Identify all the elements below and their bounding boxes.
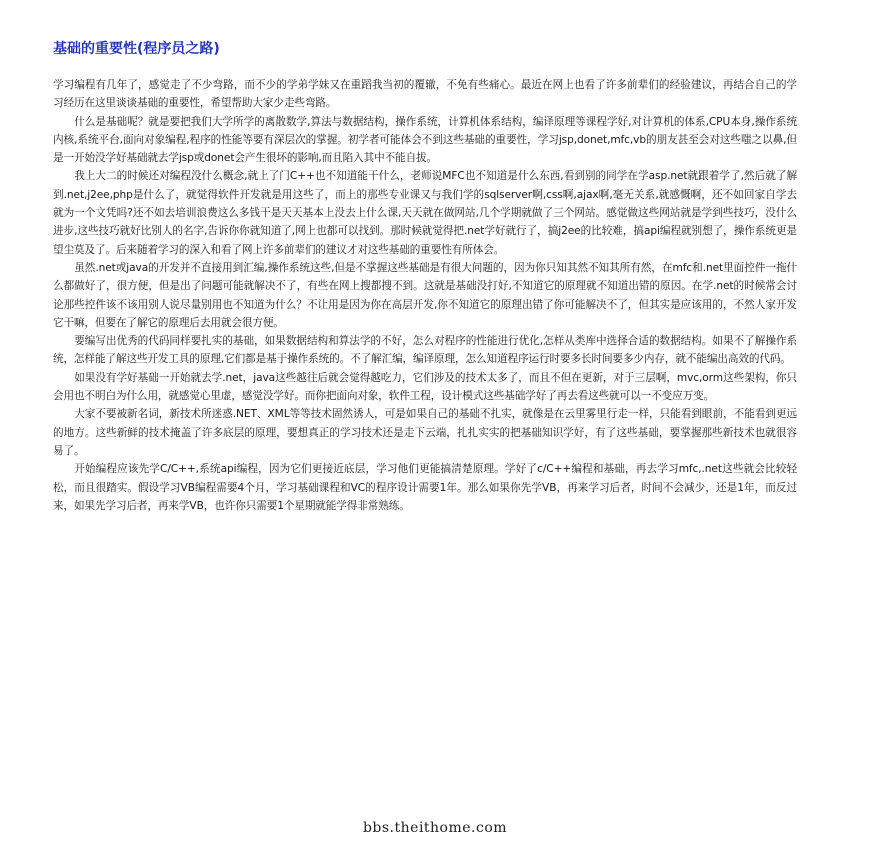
article	[53, 40, 797, 515]
paragraph-new-tech: 大家不要被新名词，新技术所迷惑.NET、XML等等技术固然诱人，可是如果自己的基础不扎实，就像是在云里雾里行走一样，只能看到眼前，不能看到更远的地方。这些新鲜的技术掩盖了许多底层的原理，要想真正的学习技术还是走下云端，扎扎实实的把基础知识学好，有了这些基础，要掌握那些新技术也就很容易了。	[53, 408, 797, 457]
paragraph-without-basics: 如果没有学好基础一开始就去学.net，java这些越往后就会觉得越吃力，它们涉及的技术太多了，而且不但在更新，对于三层啊，mvc,orm这些架构，你只会用也不明白为什么用，就感觉心里虚，感觉没学好。而你把面向对象，软件工程，设计模式这些基础学好了再去看这些就可以一不变应万变。	[53, 371, 797, 403]
paragraph-quality-code: 要编写出优秀的代码同样要扎实的基础，如果数据结构和算法学的不好，怎么对程序的性能进行优化,怎样从类库中选择合适的数据结构。如果不了解操作系统，怎样能了解这些开发工具的原理,它们都是基于操作系统的。不了解汇编，编译原理，怎么知道程序运行时要多长时间要多少内存，就不能编出高效的代码。	[53, 335, 797, 366]
footer-site-url: bbs.theithome.com	[362, 820, 508, 836]
paragraph-net-java: 虽然.net或java的开发并不直接用到汇编,操作系统这些,但是不掌握这些基础是有很大问题的，因为你只知其然不知其所有然，在mfc和.net里面控件一拖什么都做好了，很方便，但是出了问题可能就解决不了，有些在网上搜都搜不到。这就是基础没打好,不知道它的原理就不知道出错的原因。在学.net的时候常会讨论那些控件该不该用别人说尽量别用也不知道为什么？不让用是因为你在高层开发,你不知道它的原理出错了你可能解决不了，但其实是应该用的，不然人家开发它干嘛，但要在了解它的原理后去用就会很方便。	[53, 261, 797, 329]
paragraph-what-is-basics: 什么是基础呢？就是要把我们大学所学的离散数学,算法与数据结构，操作系统，计算机体系结构，编译原理等课程学好,对计算机的体系,CPU本身,操作系统内核,系统平台,面向对象编程,程序的性能等要有深层次的掌握。初学者可能体会不到这些基础的重要性，学习jsp,donet,mfc,vb的朋友甚至会对这些嗤之以鼻,但是一开始没学好基础就去学jsp或donet会产生很坏的影响,而且陷入其中不能自拔。	[53, 115, 797, 165]
paragraph-personal-experience: 我上大二的时候还对编程没什么概念,就上了门C++也不知道能干什么，老师说MFC也不知道是什么东西,看到别的同学在学asp.net就跟着学了,然后就了解到.net,j2ee,php是什么了，就觉得软件开发就是用这些了，而上的那些专业课又与我们学的sqlserver啊,css啊,ajax啊,毫无关系,就感慨啊，还不如回家自学去就为一个文凭吗?还不如去培训浪费这么多钱干是天天基本上没去上什么课,天天就在做网站,几个学期就做了三个网站。感觉做这些网站就是学到些技巧，没什么进步,这些技巧就好比别人的名字,告诉你你就知道了,网上也都可以找到。那时候就觉得把.net学好就行了，搞j2ee的比较难，搞api编程就别想了，操作系统更是望尘莫及了。后来随着学习的深入和看了网上许多前辈们的建议才对这些基础的重要性有所体会。	[53, 170, 797, 256]
paragraph-intro: 学习编程有几年了，感觉走了不少弯路，而不少的学弟学妹又在重蹈我当初的覆辙，不免有些痛心。最近在网上也看了许多前辈们的经验建议，再结合自己的学习经历在这里谈谈基础的重要性，希望帮助大家少走些弯路。	[53, 79, 797, 110]
paragraph-learning-order: 开始编程应该先学C/C++,系统api编程，因为它们更接近底层，学习他们更能搞清楚原理。学好了c/C++编程和基础，再去学习mfc,.net这些就会比较轻松，而且很踏实。假设学习VB编程需要4个月，学习基础课程和VC的程序设计需要1年。那么如果你先学VB，再来学习后者，时间不会减少，还是1年，而反过来，如果先学习后者，再来学VB，也许你只需要1个星期就能学得非常熟练。	[53, 463, 797, 512]
article-title: 基础的重要性(程序员之路)	[53, 41, 220, 57]
